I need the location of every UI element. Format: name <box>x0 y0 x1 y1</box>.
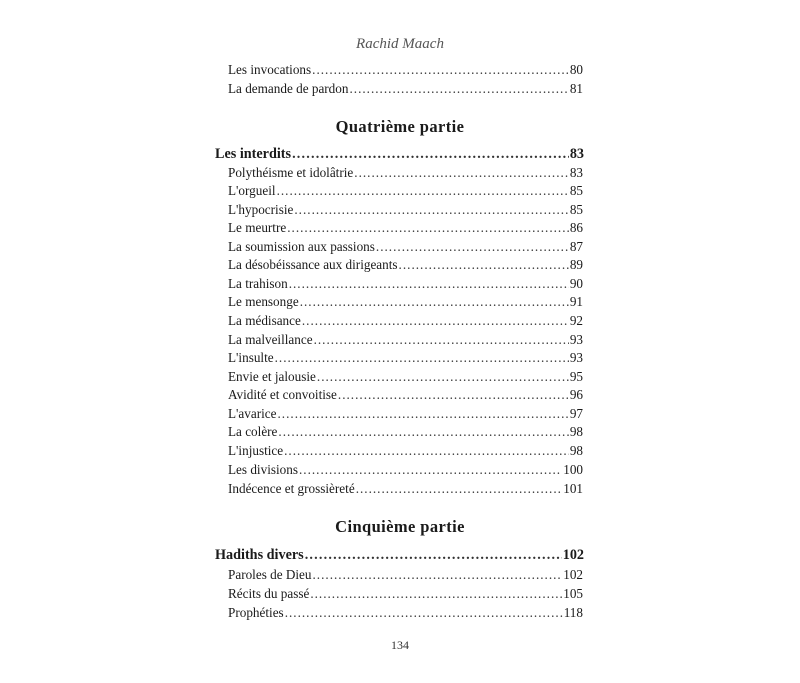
toc-entry <box>228 220 583 236</box>
toc-entry <box>228 481 583 497</box>
dot-leader <box>313 567 563 583</box>
dot-leader <box>300 294 569 310</box>
toc-entry-page: 118 <box>563 605 583 620</box>
toc-section-page: 102 <box>562 547 584 563</box>
toc-entry-label: La médisance <box>228 313 301 328</box>
dot-leader <box>275 350 569 366</box>
toc-section-label: Les interdits <box>215 146 292 162</box>
toc-entry <box>228 443 583 459</box>
toc-entry <box>228 350 583 366</box>
toc-entry <box>228 165 583 181</box>
toc-entry <box>228 183 583 199</box>
toc-entry-label: L'insulte <box>228 350 274 365</box>
dot-leader <box>354 165 569 181</box>
toc-entry-page: 90 <box>569 276 583 291</box>
toc-entry <box>228 81 583 97</box>
dot-leader <box>399 257 569 273</box>
dot-leader <box>278 424 568 440</box>
toc-entry-page: 102 <box>563 567 583 582</box>
dot-leader <box>292 146 569 162</box>
dot-leader <box>278 406 569 422</box>
toc-entry <box>228 462 583 478</box>
toc-entry-page: 96 <box>569 387 583 402</box>
dot-leader <box>305 547 562 563</box>
toc-entry-page: 85 <box>569 202 583 217</box>
toc-entry <box>228 567 583 583</box>
toc-entry-page: 91 <box>569 294 583 309</box>
part-title: Quatrième partie <box>335 117 465 136</box>
toc-entry-label: La colère <box>228 424 278 439</box>
toc-entry-page: 98 <box>569 424 583 439</box>
toc-entry-page: 92 <box>569 313 583 328</box>
toc-entry <box>228 62 583 78</box>
toc-entry-page: 95 <box>569 369 583 384</box>
dot-leader <box>349 81 568 97</box>
toc-entry <box>228 605 583 621</box>
dot-leader <box>284 443 569 459</box>
toc-entry <box>228 406 583 422</box>
toc-entry-label: Polythéisme et idolâtrie <box>228 165 354 180</box>
running-header: Rachid Maach <box>356 36 444 52</box>
toc-entry-page: 93 <box>569 350 583 365</box>
dot-leader <box>289 276 569 292</box>
toc-entry <box>228 313 583 329</box>
toc-entry-label: La désobéissance aux dirigeants <box>228 257 398 272</box>
dot-leader <box>277 183 569 199</box>
dot-leader <box>294 202 568 218</box>
dot-leader <box>287 220 569 236</box>
dot-leader <box>299 462 562 478</box>
page-number: 134 <box>391 638 409 652</box>
toc-entry <box>228 369 583 385</box>
toc-entry <box>228 332 583 348</box>
toc-entry <box>228 257 583 273</box>
toc-entry-page: 93 <box>569 332 583 347</box>
dot-leader <box>317 369 569 385</box>
toc-entry-label: L'hypocrisie <box>228 202 294 217</box>
toc-entry-label: La demande de pardon <box>228 81 349 96</box>
toc-entry-label: L'injustice <box>228 443 284 458</box>
toc-entry-label: Les divisions <box>228 462 298 477</box>
toc-entry-label: Le meurtre <box>228 220 287 235</box>
toc-entry <box>228 586 583 602</box>
toc-entry <box>228 294 583 310</box>
toc-entry-label: Récits du passé <box>228 586 310 601</box>
toc-entry <box>228 239 583 255</box>
toc-entry-label: Les invocations <box>228 62 312 77</box>
toc-entry-label: Envie et jalousie <box>228 369 316 384</box>
dot-leader <box>314 332 569 348</box>
toc-entry-page: 100 <box>563 462 583 477</box>
toc-entry-page: 81 <box>569 81 583 96</box>
toc-entry-page: 98 <box>569 443 583 458</box>
toc-entry <box>228 202 583 218</box>
toc-entry-page: 89 <box>569 257 583 272</box>
toc-entry-page: 80 <box>569 62 583 77</box>
toc-entry-page: 83 <box>569 165 583 180</box>
dot-leader <box>312 62 569 78</box>
toc-entry-label: Prophéties <box>228 605 284 620</box>
toc-entry-label: Le mensonge <box>228 294 299 309</box>
toc-entry <box>228 424 583 440</box>
toc-entry-page: 97 <box>569 406 583 421</box>
toc-entry-page: 87 <box>569 239 583 254</box>
toc-entry <box>228 387 583 403</box>
toc-entry-label: Indécence et grossièreté <box>228 481 355 496</box>
toc-entry-label: Paroles de Dieu <box>228 567 312 582</box>
toc-entry-label: Avidité et convoitise <box>228 387 337 402</box>
dot-leader <box>356 481 563 497</box>
toc-section-page: 83 <box>569 146 584 162</box>
toc-section-heading <box>215 547 584 563</box>
toc-entry-page: 101 <box>563 481 583 496</box>
toc-entry-label: L'orgueil <box>228 183 276 198</box>
dot-leader <box>376 239 569 255</box>
toc-entry-label: La soumission aux passions <box>228 239 375 254</box>
dot-leader <box>285 605 563 621</box>
toc-entry-page: 85 <box>569 183 583 198</box>
toc-entry-label: La trahison <box>228 276 288 291</box>
toc-entry-label: La malveillance <box>228 332 313 347</box>
toc-entry-page: 86 <box>569 220 583 235</box>
toc-entry-label: L'avarice <box>228 406 277 421</box>
dot-leader <box>310 586 562 602</box>
dot-leader <box>302 313 569 329</box>
toc-entry-page: 105 <box>563 586 583 601</box>
toc-entry <box>228 276 583 292</box>
dot-leader <box>338 387 569 403</box>
toc-section-label: Hadiths divers <box>215 547 304 563</box>
part-title: Cinquième partie <box>335 517 465 536</box>
toc-section-heading <box>215 146 584 162</box>
